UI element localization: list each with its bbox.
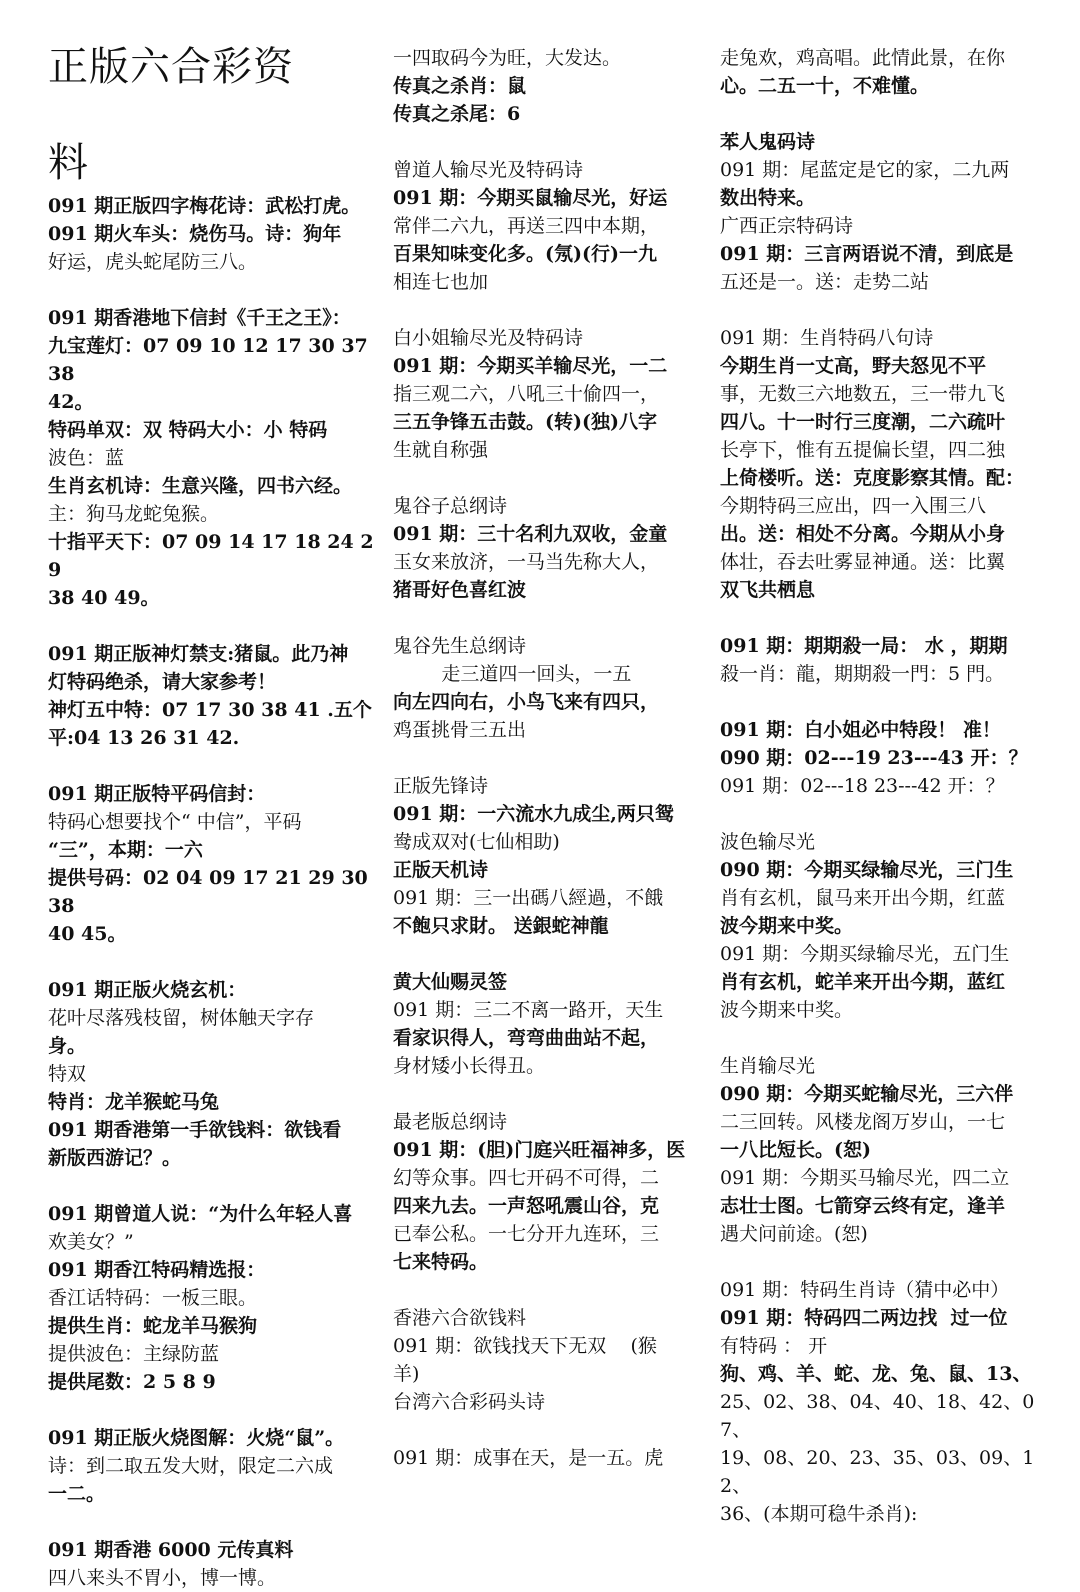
text-line: 正版先锋诗	[393, 775, 489, 797]
text-line: 出。送：相处不分离。今期从小身	[720, 523, 1006, 545]
text-line: 上倚楼听。送：克度影察其情。配：	[720, 467, 1025, 489]
text-line: 091 期正版特平码信封：	[48, 783, 266, 805]
text-line: 主：狗马龙蛇兔猴。	[48, 503, 220, 525]
text-line: 091 期正版火烧图解：火烧“鼠”。	[48, 1427, 345, 1449]
text-line: 九宝莲灯：07 09 10 12 17 30 37 38	[48, 335, 375, 385]
section-gap	[393, 1080, 705, 1108]
text-line: 身。	[48, 1035, 87, 1057]
section-gap	[48, 752, 380, 780]
text-line: “三”，本期：一六	[48, 839, 203, 861]
section-gap	[48, 1396, 380, 1424]
section-gap	[720, 1248, 1050, 1276]
text-line: 波色：蓝	[48, 447, 125, 469]
text-line: 百果知味变化多。(氖)(行)一九	[393, 243, 657, 265]
text-line: 波今期来中奖。	[720, 999, 854, 1021]
text-line: 091 期正版四字梅花诗：武松打虎。	[48, 195, 361, 217]
text-line: 灯特码绝杀，请大家参考！	[48, 671, 277, 693]
text-line: 091 期正版火烧玄机：	[48, 979, 247, 1001]
text-line: 生就自称强	[393, 439, 489, 461]
text-line: 一四取码今为旺，大发达。	[393, 47, 622, 69]
text-line: 十指平天下：07 09 14 17 18 24 29	[48, 531, 374, 581]
text-line: 091 期正版神灯禁支:猪鼠。此乃神	[48, 643, 349, 665]
text-line: 二三回转。风楼龙阁万岁山，一七	[720, 1111, 1006, 1133]
section-gap	[720, 296, 1050, 324]
section-gap	[393, 1416, 705, 1444]
text-line: 090 期：02---19 23---43 开：？	[720, 747, 1028, 769]
text-line: 091 期：三言两语说不清，到底是	[720, 243, 1014, 265]
text-line: 玉女来放济，一马当先称大人，	[393, 551, 660, 573]
text-line: 新版西游记？。	[48, 1147, 182, 1169]
text-line: 鸯成双对(七仙相助)	[393, 831, 560, 853]
text-line: 特双	[48, 1063, 87, 1085]
text-line: 特码心想要找个“ 中信”，平码	[48, 811, 302, 833]
text-line: 091 期：今期买鼠输尽光，好运	[393, 187, 668, 209]
text-line: 四来九去。一声怒吼震山谷，克	[393, 1195, 660, 1217]
text-line: 传真之杀尾：6	[393, 103, 521, 125]
text-line: 36、(本期可稳牛杀肖):	[720, 1503, 918, 1525]
text-line: 091 期：今期买绿输尽光，五门生	[720, 943, 1010, 965]
text-line: 091 期：(胆)门庭兴旺福神多，医	[393, 1139, 686, 1161]
text-line: 平:04 13 26 31 42.	[48, 727, 240, 749]
text-line: 香港六合欲钱料	[393, 1307, 527, 1329]
text-line: 正版天机诗	[393, 859, 489, 881]
text-line: 091 期：02---18 23---42 开：？	[720, 775, 1005, 797]
text-line: 向左四向右，小鸟飞来有四只，	[393, 691, 660, 713]
section-gap	[48, 1172, 380, 1200]
text-line: 40 45。	[48, 923, 127, 945]
text-line: 不飽只求財。 送銀蛇神龍	[393, 915, 609, 937]
text-line: 五还是一。送：走势二站	[720, 271, 930, 293]
section-gap	[393, 604, 705, 632]
text-line: 鬼谷先生总纲诗	[393, 635, 527, 657]
text-line: 提供号码：02 04 09 17 21 29 30 38	[48, 867, 375, 917]
text-line: 体壮，吞去吐雾显神通。送：比翼	[720, 551, 1006, 573]
text-line: 已奉公私。一七分开九连环，三	[393, 1223, 660, 1245]
text-line: 今期生肖一丈高，野夫怒见不平	[720, 355, 987, 377]
text-line: 最老版总纲诗	[393, 1111, 508, 1133]
text-line: 欢美女？”	[48, 1231, 134, 1253]
section-gap	[48, 948, 380, 976]
text-line: 事，无数三六地数五，三一带九飞	[720, 383, 1006, 405]
text-line: 42。	[48, 391, 94, 413]
text-line: 狗、鸡、羊、蛇、龙、兔、鼠、13、	[720, 1363, 1032, 1385]
text-line: 曾道人输尽光及特码诗	[393, 159, 584, 181]
text-line: 091 期：白小姐必中特段！ 准！	[720, 719, 1001, 741]
text-line: 白小姐输尽光及特码诗	[393, 327, 584, 349]
text-line: 三五争锋五击鼓。(转)(独)八字	[393, 411, 657, 433]
text-line: 091 期：三十名利九双收，金童	[393, 523, 668, 545]
text-line: 肖有玄机，蛇羊来开出今期，蓝红	[720, 971, 1006, 993]
text-line: 091 期：特码生肖诗（猜中必中）	[720, 1279, 1010, 1301]
text-line: 走三道四一回头，一五	[393, 663, 632, 685]
text-line: 一二。	[48, 1483, 106, 1505]
text-line: 殺一肖：龍，期期殺一門：5 門。	[720, 663, 1005, 685]
text-line: 长亭下，惟有五提偏长望，四二独	[720, 439, 1006, 461]
page-title-line: 正版六合彩资	[48, 44, 294, 90]
text-line: 38 40 49。	[48, 587, 160, 609]
text-line: 台湾六合彩码头诗	[393, 1391, 546, 1413]
text-line: 相连七也加	[393, 271, 489, 293]
text-line: 一八比短长。(恕)	[720, 1139, 871, 1161]
section-gap	[393, 744, 705, 772]
text-line: 好运，虎头蛇尾防三八。	[48, 251, 258, 273]
section-gap	[48, 276, 380, 304]
column-right	[720, 44, 1050, 1528]
text-line: 091 期：欲钱找天下无双 (猴	[393, 1335, 657, 1357]
text-line: 指三观二六，八吼三十偷四一，	[393, 383, 660, 405]
text-line: 091 期火车头：烧伤马。诗：狗年	[48, 223, 342, 245]
text-line: 有特码 ： 开	[720, 1335, 828, 1357]
text-line: 广西正宗特码诗	[720, 215, 854, 237]
section-gap	[720, 100, 1050, 128]
text-line: 七来特码。	[393, 1251, 489, 1273]
text-line: 四八。十一时行三度潮，二六疏叶	[720, 411, 1006, 433]
text-line: 四八来头不胃小，博一博。	[48, 1567, 277, 1589]
text-line: 鸡蛋挑骨三五出	[393, 719, 527, 741]
section-gap	[720, 604, 1050, 632]
text-line: 身材矮小长得丑。	[393, 1055, 546, 1077]
column-middle	[393, 44, 705, 1472]
section-gap	[393, 1276, 705, 1304]
page-title-line: 料	[48, 140, 89, 186]
section-gap	[48, 1508, 380, 1536]
text-line: 091 期曾道人说：“为什么年轻人喜	[48, 1203, 353, 1225]
text-line: 香江话特码：一板三眼。	[48, 1287, 258, 1309]
text-line: 091 期：特码四二两边找 过一位	[720, 1307, 1008, 1329]
section-gap	[393, 940, 705, 968]
text-line: 常伴二六九，再送三四中本期，	[393, 215, 660, 237]
text-line: 091 期：生肖特码八句诗	[720, 327, 934, 349]
text-line: 提供尾数：2 5 8 9	[48, 1371, 216, 1393]
text-line: 19、08、20、23、35、03、09、12、	[720, 1447, 1035, 1497]
text-line: 091 期：三二不离一路开，天生	[393, 999, 664, 1021]
text-line: 神灯五中特：07 17 30 38 41 .五个	[48, 699, 372, 721]
text-line: 传真之杀肖：鼠	[393, 75, 527, 97]
text-line: 生肖输尽光	[720, 1055, 816, 1077]
text-line: 志壮士图。七箭穿云终有定，逢羊	[720, 1195, 1006, 1217]
section-gap	[720, 800, 1050, 828]
text-line: 今期特码三应出，四一入围三八	[720, 495, 987, 517]
text-line: 猪哥好色喜红波	[393, 579, 527, 601]
text-line: 幻等众事。四七开码不可得，二	[393, 1167, 660, 1189]
text-line: 091 期香港地下信封《千王之王》：	[48, 307, 351, 329]
text-line: 091 期：尾蓝定是它的家，二九两	[720, 159, 1010, 181]
text-line: 091 期：一六流水九成尘,两只鸳	[393, 803, 674, 825]
text-line: 特肖：龙羊猴蛇马兔	[48, 1091, 220, 1113]
section-gap	[720, 688, 1050, 716]
text-line: 数出特来。	[720, 187, 816, 209]
text-line: 波色输尽光	[720, 831, 816, 853]
text-line: 花叶尽落残枝留，树体触天字存	[48, 1007, 315, 1029]
text-line: 生肖玄机诗：生意兴隆，四书六经。	[48, 475, 353, 497]
text-line: 特码单双：双 特码大小：小 特码	[48, 419, 328, 441]
text-line: 走兔欢，鸡高唱。此情此景，在你	[720, 47, 1006, 69]
text-line: 091 期：期期殺一局： 水 ，期期	[720, 635, 1008, 657]
text-line: 091 期：今期买羊输尽光，一二	[393, 355, 668, 377]
text-line: 诗：到二取五发大财，限定二六成	[48, 1455, 334, 1477]
text-line: 遇犬问前途。(恕)	[720, 1223, 868, 1245]
text-line: 心。二五一十，不难懂。	[720, 75, 930, 97]
section-gap	[720, 1024, 1050, 1052]
text-line: 091 期香港第一手欲钱料：欲钱看	[48, 1119, 342, 1141]
section-gap	[393, 464, 705, 492]
text-line: 25、02、38、04、40、18、42、07、	[720, 1391, 1035, 1441]
column-left	[48, 0, 380, 1592]
text-line: 双飞共栖息	[720, 579, 816, 601]
text-line: 看家识得人，弯弯曲曲站不起，	[393, 1027, 660, 1049]
section-gap	[393, 128, 705, 156]
section-gap	[393, 296, 705, 324]
text-line: 091 期：三一出碼八經過，不餓	[393, 887, 664, 909]
text-line: 091 期：成事在天，是一五。虎	[393, 1447, 664, 1469]
text-line: 提供波色：主绿防蓝	[48, 1343, 220, 1365]
text-line: 提供生肖：蛇龙羊马猴狗	[48, 1315, 258, 1337]
text-line: 090 期：今期买蛇输尽光，三六伴	[720, 1083, 1014, 1105]
text-line: 波今期来中奖。	[720, 915, 854, 937]
text-line: 090 期：今期买绿输尽光，三门生	[720, 859, 1014, 881]
text-line: 肖有玄机，鼠马来开出今期，红蓝	[720, 887, 1006, 909]
text-line: 黄大仙赐灵签	[393, 971, 508, 993]
text-line: 苯人鬼码诗	[720, 131, 816, 153]
text-line: 091 期香港 6000 元传真料	[48, 1539, 294, 1561]
text-line: 091 期香江特码精选报：	[48, 1259, 266, 1281]
text-line: 091 期：今期买马输尽光，四二立	[720, 1167, 1010, 1189]
text-line: 羊)	[393, 1363, 420, 1385]
section-gap	[48, 612, 380, 640]
text-line: 鬼谷子总纲诗	[393, 495, 508, 517]
